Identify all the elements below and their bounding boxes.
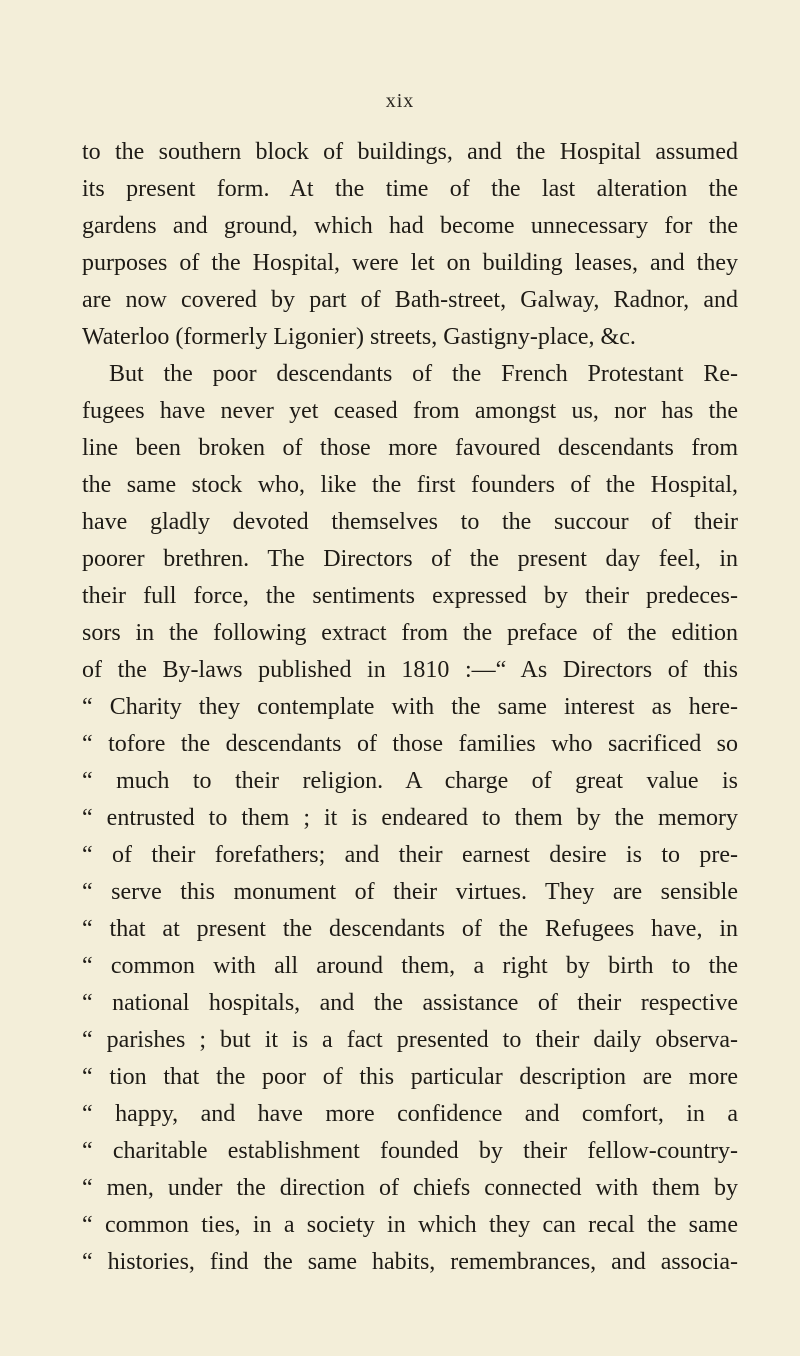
page-number: xix bbox=[385, 90, 415, 112]
quoted-line: “ serve this monument of their virtues. They are sensible bbox=[82, 879, 738, 905]
text-line: sors in the following extract from the preface of the edition bbox=[82, 620, 738, 646]
quoted-line: “ tion that the poor of this particular description are more bbox=[82, 1064, 738, 1090]
text-line: have gladly devoted themselves to the succour of their bbox=[82, 509, 738, 535]
quoted-line: “ common with all around them, a right by birth to the bbox=[82, 953, 738, 979]
body-text bbox=[82, 134, 738, 1281]
quoted-line: “ that at present the descendants of the Refugees have, in bbox=[82, 916, 738, 942]
quoted-line: “ common ties, in a society in which they can recal the same bbox=[82, 1212, 738, 1238]
text-line: its present form. At the time of the last alteration the bbox=[82, 176, 738, 202]
text-line: to the southern block of buildings, and the Hospital assumed bbox=[82, 139, 738, 165]
text-line: are now covered by part of Bath-street, Galway, Radnor, and bbox=[82, 287, 738, 313]
text-line: poorer brethren. The Directors of the present day feel, in bbox=[82, 546, 738, 572]
text-line: line been broken of those more favoured descendants from bbox=[82, 435, 738, 461]
text-line: purposes of the Hospital, were let on building leases, and they bbox=[82, 250, 738, 276]
quoted-line: “ Charity they contemplate with the same interest as here- bbox=[82, 694, 738, 720]
quoted-line: “ happy, and have more confidence and comfort, in a bbox=[82, 1101, 738, 1127]
quoted-line: “ entrusted to them ; it is endeared to them by the memory bbox=[82, 805, 738, 831]
quoted-line: “ charitable establishment founded by their fellow-country- bbox=[82, 1138, 738, 1164]
text-line: of the By-laws published in 1810 :—“ As Directors of this bbox=[82, 657, 738, 683]
text-line: the same stock who, like the first founders of the Hospital, bbox=[82, 472, 738, 498]
quoted-line: “ much to their religion. A charge of great value is bbox=[82, 768, 738, 794]
quoted-line: “ parishes ; but it is a fact presented to their daily observa- bbox=[82, 1027, 738, 1053]
paragraph-start-line: But the poor descendants of the French Protestant Re- bbox=[109, 361, 738, 387]
quoted-line: “ national hospitals, and the assistance of their respective bbox=[82, 990, 738, 1016]
text-line: gardens and ground, which had become unnecessary for the bbox=[82, 213, 738, 239]
quoted-line: “ tofore the descendants of those families who sacrificed so bbox=[82, 731, 738, 757]
text-line: their full force, the sentiments expressed by their predeces- bbox=[82, 583, 738, 609]
quoted-line: “ of their forefathers; and their earnest desire is to pre- bbox=[82, 842, 738, 868]
quoted-line: “ men, under the direction of chiefs connected with them by bbox=[82, 1175, 738, 1201]
text-line: Waterloo (formerly Ligonier) streets, Gastigny-place, &c. bbox=[82, 324, 636, 350]
quoted-line: “ histories, find the same habits, remembrances, and associa- bbox=[82, 1249, 738, 1275]
text-line: fugees have never yet ceased from amongst us, nor has the bbox=[82, 398, 738, 424]
